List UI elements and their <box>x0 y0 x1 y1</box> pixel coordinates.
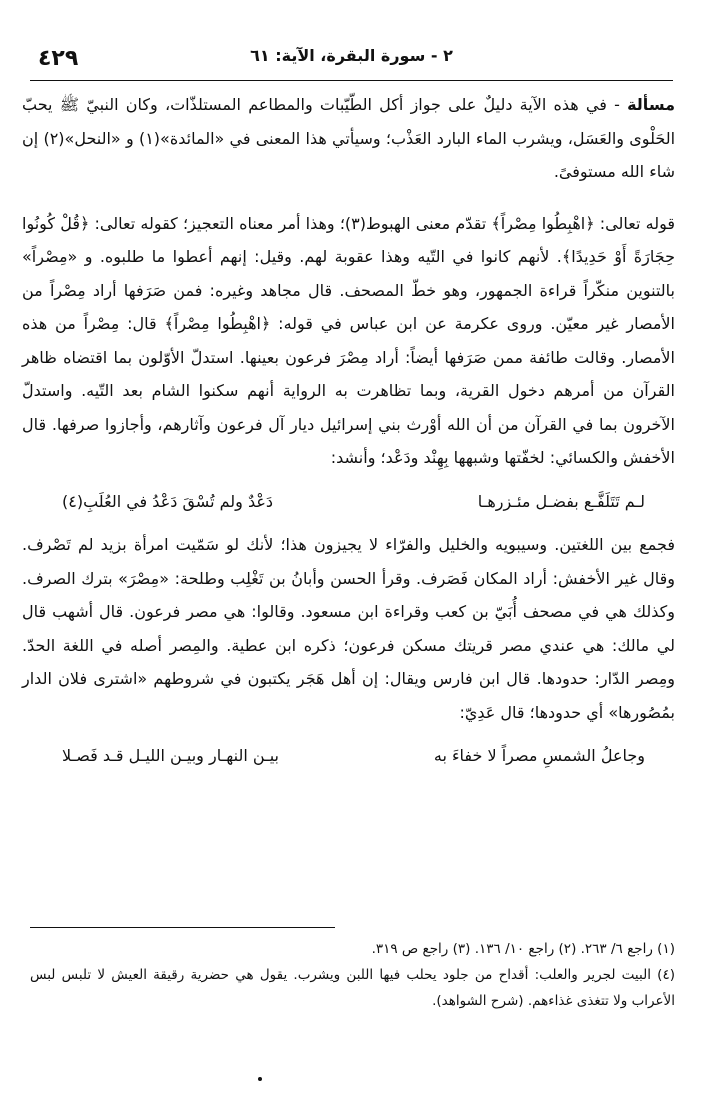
paragraph-lughatayn: فجمع بين اللغتين. وسيبويه والخليل والفرّاء لا يجيزون هذا؛ لأنك لو سَمّيت امرأة بزيد لم تَصْرف. وقال غير الأخفش: أراد المكان فَصَرف. وقرأ الحسن وأبانُ بن تَغْلِب وطلحة: «مِصْرَ» بترك الصرف. وكذلك هي في مصحف أُبَيّ بن كعب وقراءة ابن مسعود. وقالوا: هي مصر فرعون. قال أشهب قال لي مالك: هي عندي مصر قريتك مسكن فرعون؛ ذكره ابن عطية. والمِصر أصله في اللغة الحدّ. ومِصر الدّار: حدودها. قال ابن فارس ويقال: إن أهل هَجَر يكتبون في شروطهم «اشترى فلان الدار بمُصُورها» أي حدودها؛ قال عَدِيّ: <box>22 535 675 722</box>
masala-text: - في هذه الآية دليلٌ على جواز أكل الطّيّبات والمطاعم المستلذّات، وكان النبيّ ﷺ يحبّ الحَلْوى والعَسَل، ويشرب الماء البارد العَذْب؛ وسيأتي هذا المعنى في «المائدة»(١) و «النحل»(٢) إن شاء الله مستوفىً. <box>22 95 676 181</box>
footnote-refs: (١) راجع ٦/ ٢٦٣. (٢) راجع ١٠/ ١٣٦. (٣) راجع ص ٣١٩. <box>371 941 675 957</box>
poetry-verse-2 <box>22 737 675 775</box>
footnote-divider <box>30 927 335 928</box>
main-text <box>22 88 675 783</box>
footnotes <box>30 936 675 1014</box>
verse-2-first-hemistich: وجاعلُ الشمسِ مصراً لا خفاءَ به <box>433 746 645 765</box>
running-title: ٢ - سورة البقرة، الآية: ٦١ <box>250 46 453 65</box>
paragraph-ihbitu: قوله تعالى: ﴿اهْبِطُوا مِصْراً﴾ تقدّم معنى الهبوط(٣)؛ وهذا أمر معناه التعجيز؛ كقوله تعالى: ﴿قُلْ كُونُوا حِجَارَةً أَوْ حَدِيدًا﴾. لأنهم كانوا في التّيه وهذا عقوبة لهم. وقيل: إنهم أعطوا ما طلبوه. و «مِصْراً» بالتنوين منكّراً قراءة الجمهور، وهو خطّ المصحف. قال مجاهد وغيره: فمن صَرَفها أراد مِصْراً من الأمصار غير معيّن. وروى عكرمة عن ابن عباس في قوله: ﴿اهْبِطُوا مِصْراً﴾ قال: مِصْراً من هذه الأمصار. وقالت طائفة ممن صَرَفها أيضاً: أراد مِصْرَ فرعون بعينها. استدلّ الأوّلون بما اقتضاه ظاهر القرآن من أمرهم دخول القرية، وبما تظاهرت به الرواية أنهم سكنوا الشام بعد التّيه. واستدلّ الآخرون بما في القرآن من أن الله أوْرث بني إسرائيل ديار آل فرعون وآثارهم، وأجازوا صرفها. قال الأخفش والكسائي: لخفّتها وشبهها بِهِنْد ودَعْد؛ وأنشد: <box>22 213 675 467</box>
paragraph-masala <box>22 88 675 189</box>
page-mark <box>258 1077 262 1081</box>
poetry-verse-1 <box>22 483 675 521</box>
verse-1-second-hemistich: دَعْدٌ ولم تُسْقَ دَعْدُ في العُلَبِ(٤) <box>62 491 274 511</box>
verse-1-first-hemistich: لـم تَتَلَفَّـع بفضـل مئـزرهـا <box>477 491 645 511</box>
page-number: ٤٢٩ <box>38 46 79 71</box>
masala-label: مسألة <box>627 95 675 114</box>
footnote-4: (٤) البيت لجرير والعلب: أقداح من جلود يحلب فيها اللبن ويشرب. يقول هي حضرية رقيقة العيش لا تلبس لبس الأعراب ولا تتغذى غذاءهم. (شرح الشواهد). <box>30 967 675 1009</box>
verse-2-second-hemistich: بيـن النهـار وبيـن الليـل قـد فَصـلا <box>62 746 280 765</box>
page-header <box>30 40 673 81</box>
